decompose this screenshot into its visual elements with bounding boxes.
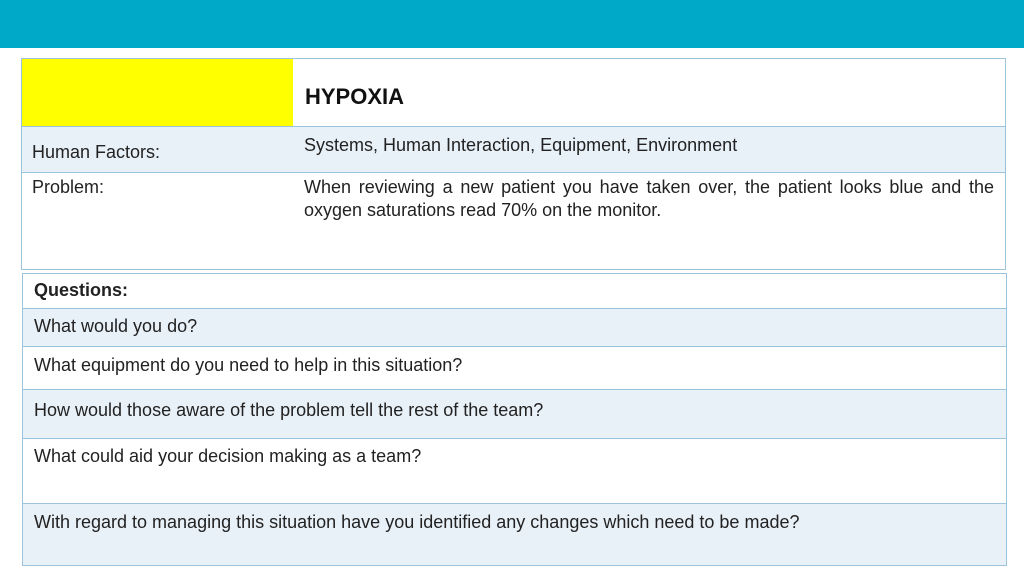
problem-value: When reviewing a new patient you have taken over, the patient looks blue and the oxygen saturations read 70% on the monitor. xyxy=(304,177,994,220)
header-banner xyxy=(0,0,1024,48)
questions-table xyxy=(22,273,1007,566)
question-row: What could aid your decision making as a team? xyxy=(23,439,1006,504)
problem-label: Problem: xyxy=(32,177,105,197)
question-row: What equipment do you need to help in this situation? xyxy=(23,347,1006,390)
human-factors-label: Human Factors: xyxy=(32,142,161,162)
questions-heading: Questions: xyxy=(23,274,1006,309)
question-row: With regard to managing this situation have you identified any changes which need to be made? xyxy=(23,504,1006,565)
human-factors-row xyxy=(22,127,1005,173)
problem-row xyxy=(22,173,1005,269)
question-row: What would you do? xyxy=(23,309,1006,347)
highlight-cell xyxy=(22,59,293,126)
title-row xyxy=(22,59,1005,127)
page-title: HYPOXIA xyxy=(305,84,405,109)
scenario-table xyxy=(21,58,1006,270)
human-factors-value: Systems, Human Interaction, Equipment, Environment xyxy=(304,135,738,155)
question-row: How would those aware of the problem tell the rest of the team? xyxy=(23,390,1006,439)
